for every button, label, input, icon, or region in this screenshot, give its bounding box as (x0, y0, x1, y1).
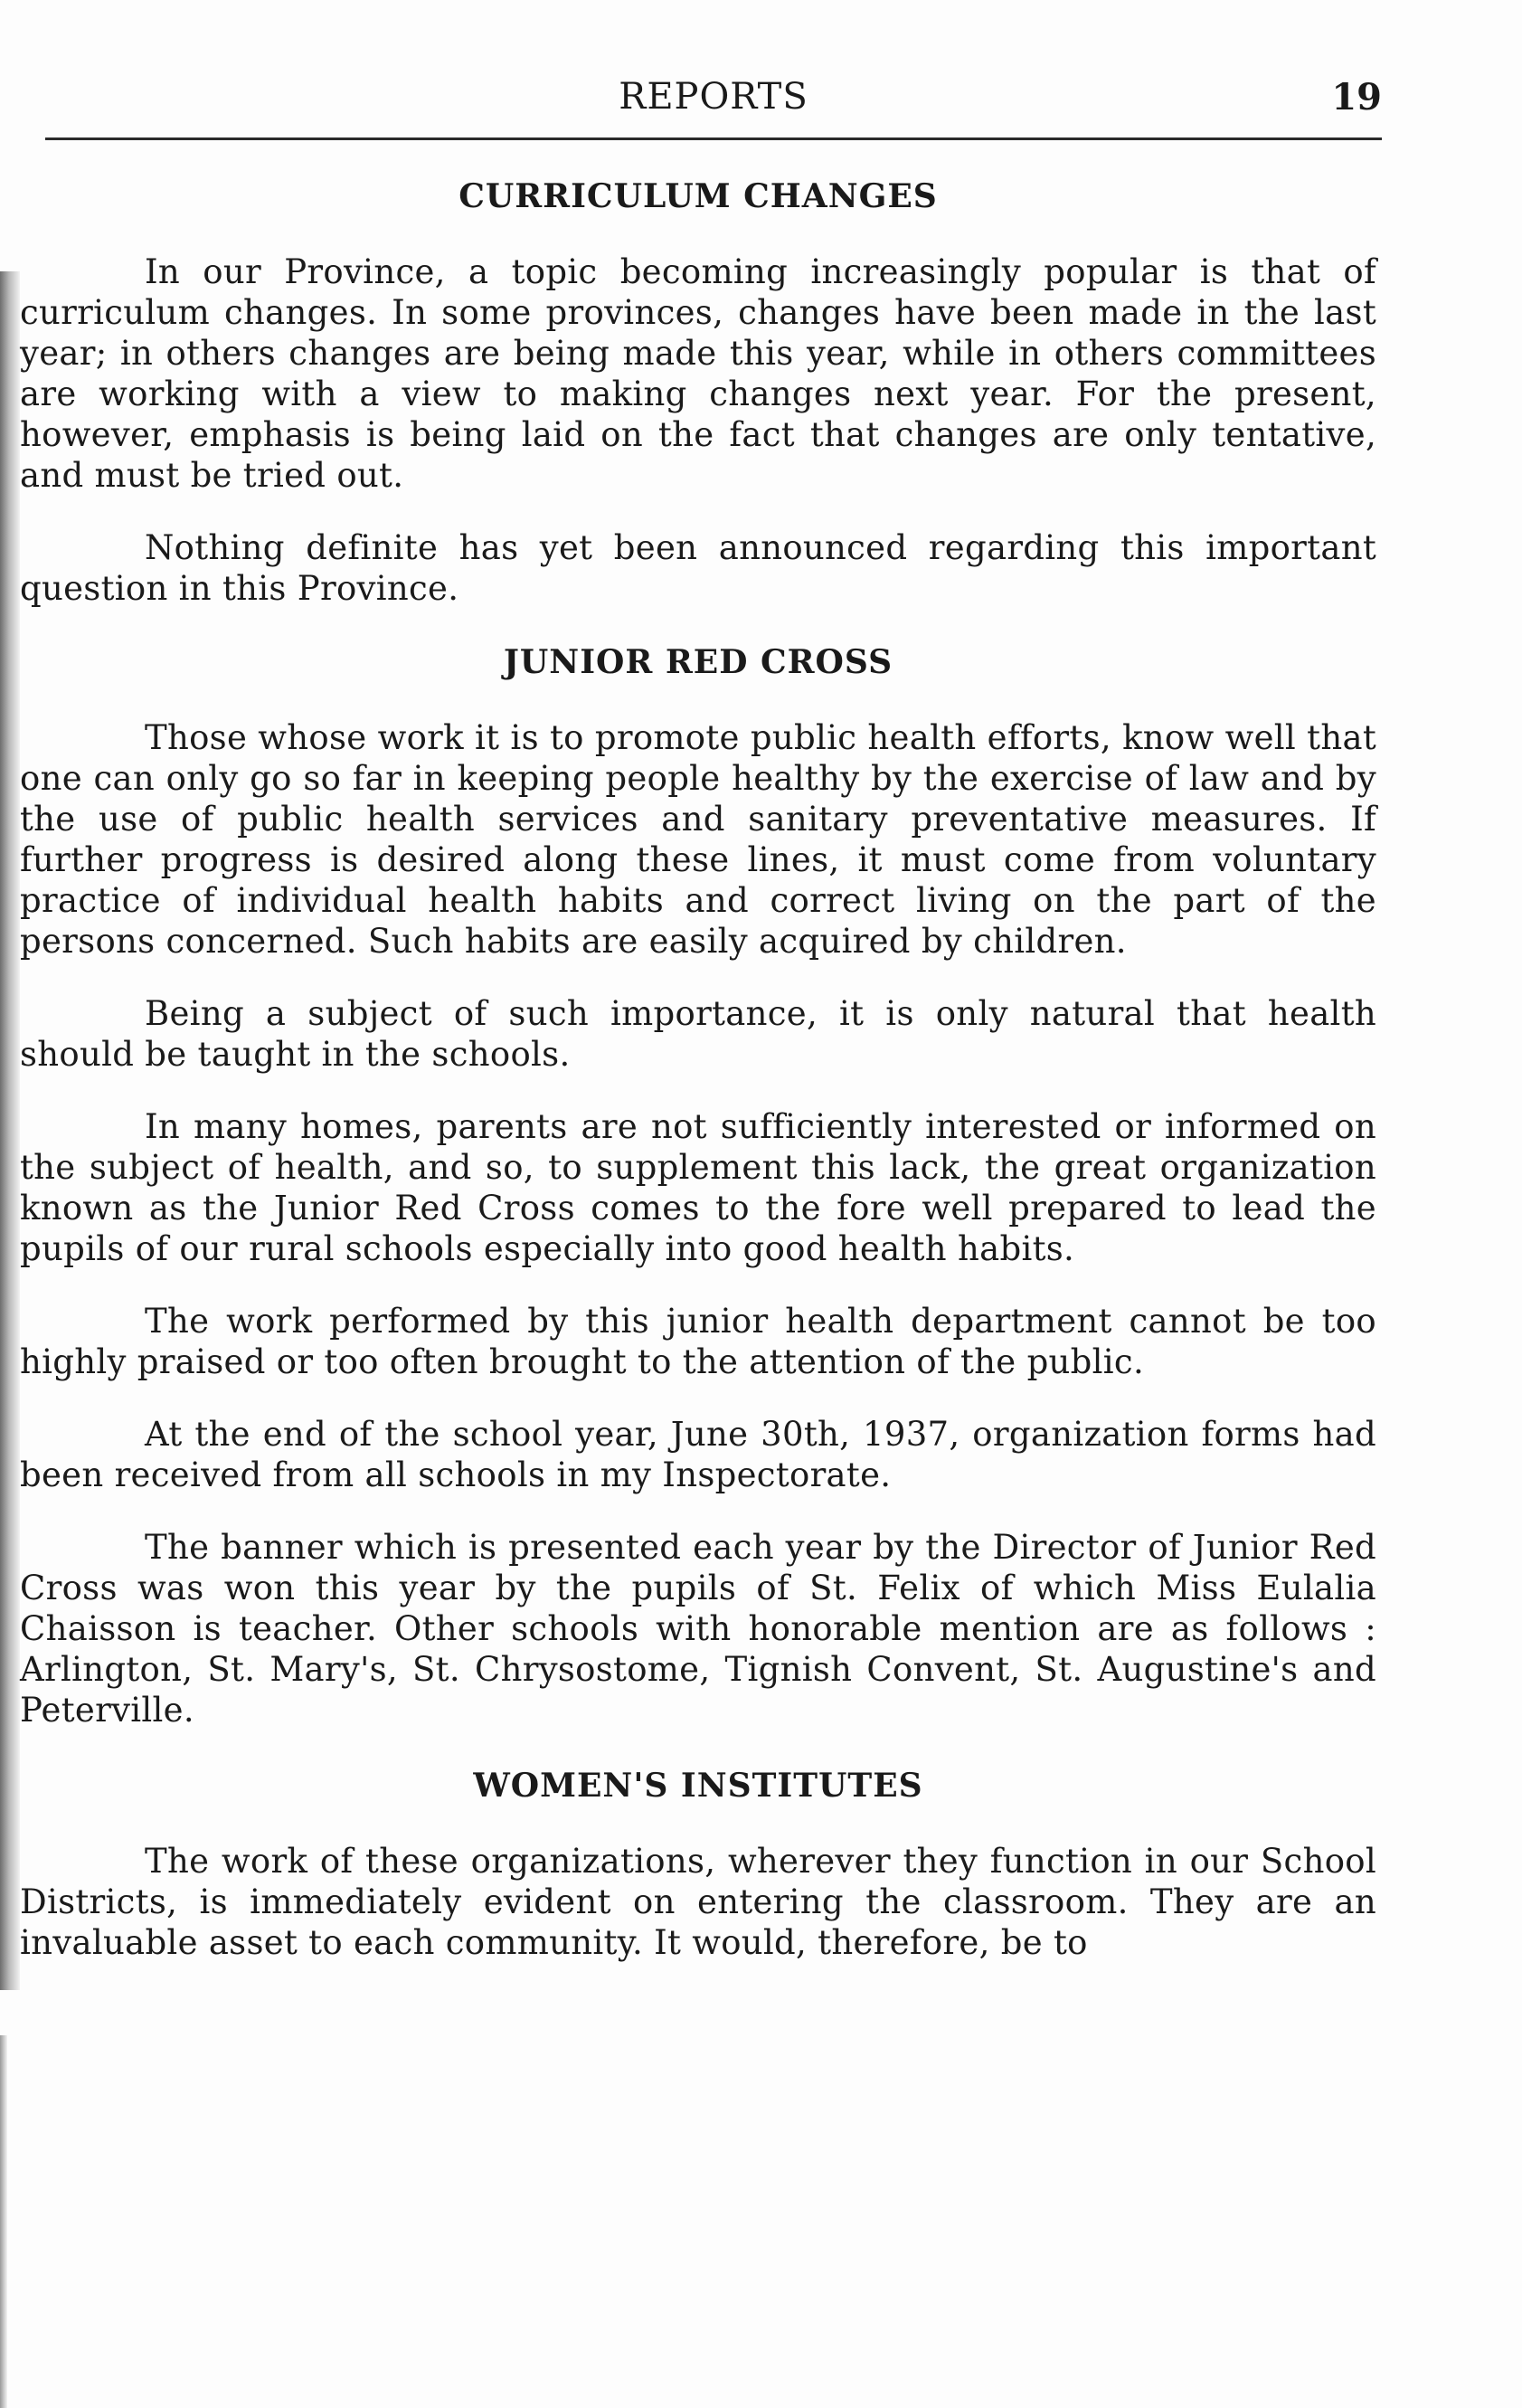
paragraph-red-cross-1: Those whose work it is to promote public health efforts, know well that one can only go so far in keeping people healthy by the exercise of law and by the use of public health services and sanitary preventative measures. If further progress is desired along these lines, it must come from voluntary practice of individual health habits and correct living on the part of the persons concerned. Such habits are easily acquired by children. (20, 718, 1376, 961)
paragraph-womens-institutes-1: The work of these organizations, wherever they function in our School Districts, is immediately evident on entering the classroom. They are an invaluable asset to each community. It would, therefore, be to (20, 1842, 1376, 1962)
binding-shadow (0, 271, 20, 1990)
running-head-title: REPORTS (619, 76, 808, 118)
page-body (20, 177, 1376, 1963)
paragraph-red-cross-3: In many homes, parents are not sufficiently interested or informed on the subject of health, and so, to supplement this lack, the great organization known as the Junior Red Cross comes to the fore well prepared to lead the pupils of our rural schools especially into good health habits. (20, 1107, 1376, 1268)
binding-shadow-lower (0, 2035, 7, 2408)
paragraph-curriculum-2: Nothing definite has yet been announced regarding this important question in this Province. (20, 528, 1376, 608)
section-title-womens-institutes: WOMEN'S INSTITUTES (473, 1767, 923, 1805)
page-number: 19 (1331, 76, 1382, 119)
section-title-curriculum-changes: CURRICULUM CHANGES (458, 177, 938, 215)
paragraph-red-cross-4: The work performed by this junior health department cannot be too highly praised or too often brought to the attention of the public. (20, 1302, 1376, 1381)
section-title-junior-red-cross: JUNIOR RED CROSS (503, 643, 893, 681)
paragraph-red-cross-5: At the end of the school year, June 30th, 1937, organization forms had been received from all schools in my Inspectorate. (20, 1415, 1376, 1494)
paragraph-curriculum-1: In our Province, a topic becoming increasingly popular is that of curriculum changes. In some provinces, changes have been made in the last year; in others changes are being made this year, while in others committees are working with a view to making changes next year. For the present, however, emphasis is being laid on the fact that changes are only tentative, and must be tried out. (20, 252, 1376, 495)
running-header (45, 74, 1382, 137)
paragraph-red-cross-6: The banner which is presented each year by the Director of Junior Red Cross was won this year by the pupils of St. Felix of which Miss Eulalia Chaisson is teacher. Other schools with honorable mention are as follows : Arlington, St. Mary's, St. Chrysostome, Tignish Convent, St. Augustine's and Peterville. (20, 1528, 1376, 1730)
paragraph-red-cross-2: Being a subject of such importance, it is only natural that health should be taught in the schools. (20, 994, 1376, 1074)
header-rule (45, 137, 1382, 140)
